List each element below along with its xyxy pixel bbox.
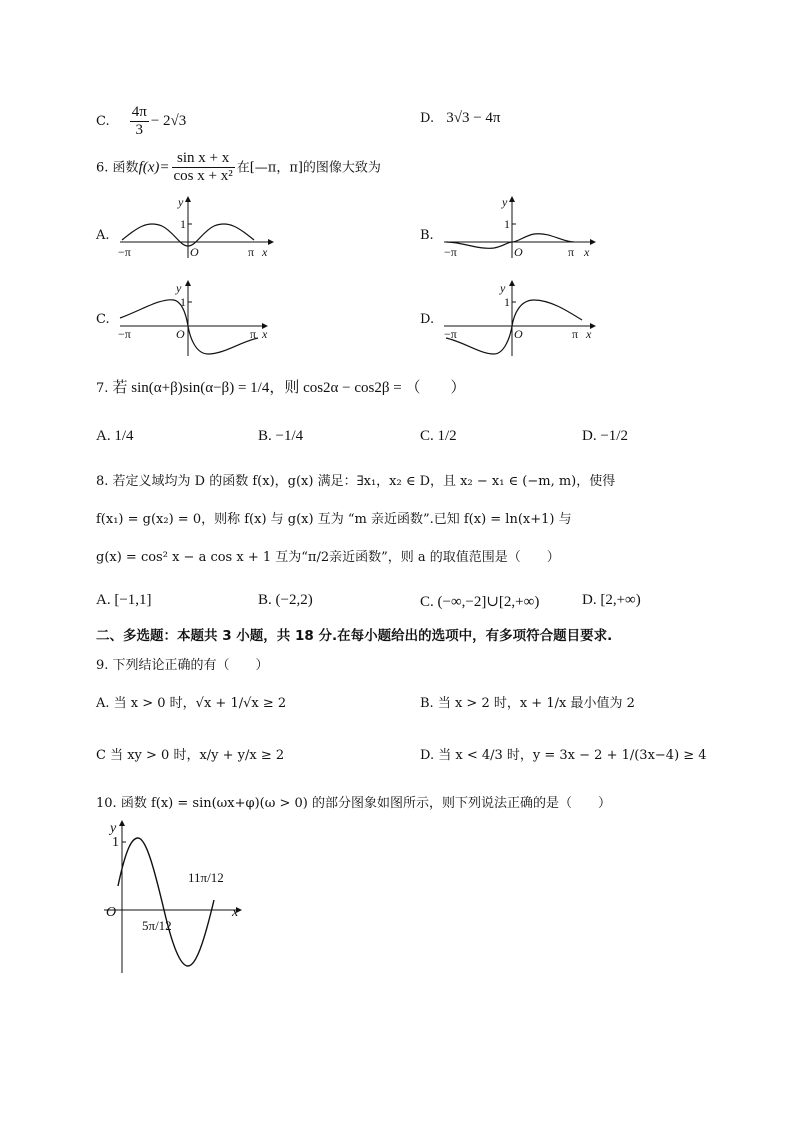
x-axis-label: x [262, 327, 268, 341]
question-number: 7. [96, 381, 109, 396]
option-value: −1/2 [600, 428, 628, 444]
q5-option-c [96, 104, 186, 140]
option-value: 1/2 [437, 428, 457, 444]
q6-stem-prefix: 函数 [112, 160, 139, 176]
q7-option-a [96, 428, 134, 445]
option-label: C. [420, 594, 434, 610]
q10-stem [96, 792, 611, 811]
q6-func: f(x)= [138, 159, 170, 176]
q6-graph-b [438, 196, 598, 262]
q8-line2 [96, 508, 572, 527]
q6-option-b-label: B. [420, 228, 434, 243]
q9-option-d: D. 当 x < 4/3 时，y = 3x − 2 + 1/(3x−4) ≥ 4 [420, 748, 707, 763]
q8-option-b [258, 592, 313, 609]
tick-neg-pi: −π [118, 245, 131, 259]
tick-pi: π [568, 245, 575, 259]
q6-graph-a [112, 196, 272, 262]
q8-line3-frac: π/2 [307, 550, 330, 565]
option-label: B. [258, 592, 272, 608]
option-value: −1/4 [275, 428, 304, 444]
origin-label: O [106, 905, 117, 920]
q9-option-c: C 当 xy > 0 时，x/y + y/x ≥ 2 [96, 748, 285, 763]
tick-11pi-over-12: 11π/12 [188, 870, 224, 885]
q6-stem-suffix: 在[—π，π]的图像大致为 [236, 160, 381, 176]
origin-label: O [190, 245, 199, 259]
q6-option-d-label: D. [420, 312, 435, 327]
tick-pi: π [250, 327, 257, 341]
q8-line1-text: 若定义域均为 D 的函数 f(x)，g(x) 满足：∃x₁，x₂ ∈ D，且 x₂ − x₁ ∈ (−m, m)，使得 [112, 474, 616, 489]
q10-stem-text: 函数 f(x) = sin(ωx+φ)(ω > 0) 的部分图象如图所示，则下列说法正确的是（ ） [120, 796, 611, 811]
q8-line3-suffix: 亲近函数”，则 a 的取值范围是（ ） [329, 550, 560, 565]
x-axis-label: x [584, 245, 590, 259]
question-number: 9. [96, 658, 109, 673]
option-value: [−1,1] [114, 592, 152, 608]
option-label: D. [582, 428, 597, 444]
q8-option-c [420, 592, 539, 611]
tick-pi: π [572, 327, 579, 341]
q8-line2-text: f(x₁) = g(x₂) = 0，则称 f(x) 与 g(x) 互为 “m 亲近函数”.已知 f(x) = ln(x+1) 与 [96, 512, 572, 527]
q6-graph-c [112, 280, 272, 360]
option-label: A. [96, 428, 111, 444]
y-axis-label: y [502, 195, 508, 209]
q7-option-b [258, 428, 303, 445]
q8-line3 [96, 546, 560, 565]
q6-denominator: cos x + x² [173, 168, 233, 185]
tick-neg-pi: −π [444, 245, 457, 259]
q8-line3-prefix: g(x) = cos² x − a cos x + 1 互为“ [96, 550, 308, 565]
q6-option-c-label: C. [96, 312, 110, 327]
question-number: 8. [96, 474, 109, 489]
q6-fraction [172, 150, 235, 186]
q7-option-c [420, 428, 457, 445]
q5-option-c-expr: $\frac{4\pi}{3}$ − 2√3 [131, 104, 187, 139]
option-value: (−∞,−2]∪[2,+∞) [437, 594, 540, 610]
y-axis-label: y [176, 281, 182, 295]
option-label: C. [96, 114, 110, 130]
tick-one: 1 [504, 217, 510, 231]
tick-neg-pi: −π [118, 327, 131, 341]
q7-option-d [582, 428, 628, 445]
q8-option-d [582, 592, 641, 609]
section-heading: 二、多选题：本题共 3 小题，共 18 分.在每小题给出的选项中，有多项符合题目要求. [96, 628, 613, 644]
question-number: 10. [96, 796, 117, 811]
option-value: [2,+∞) [600, 592, 641, 608]
q9-option-b: B. 当 x > 2 时，x + 1/x 最小值为 2 [420, 696, 635, 711]
q5-option-d [420, 110, 501, 127]
origin-label: O [176, 327, 185, 341]
tick-pi: π [248, 245, 255, 259]
q7-stem-text: 若 sin(α+β)sin(α−β) = 1/4，则 cos2α − cos2β = （ ） [112, 380, 466, 396]
y-axis-label: y [178, 195, 184, 209]
origin-label: O [514, 327, 523, 341]
tick-5pi-over-12: 5π/12 [142, 918, 172, 933]
x-axis-label: x [262, 245, 268, 259]
origin-label: O [514, 245, 523, 259]
tick-one: 1 [112, 835, 119, 850]
option-value: (−2,2) [275, 592, 313, 608]
y-axis-label: y [500, 281, 506, 295]
tick-one: 1 [180, 217, 186, 231]
option-label: D. [420, 111, 435, 126]
x-axis-label: x [232, 905, 239, 920]
q8-line1 [96, 470, 706, 489]
option-label: C. [420, 428, 434, 444]
q5-option-d-expr: 3√3 − 4π [446, 110, 501, 126]
q9-stem [96, 654, 269, 673]
x-axis-label: x [586, 327, 592, 341]
option-label: B. [258, 428, 272, 444]
tick-one: 1 [504, 295, 510, 309]
q8-option-a [96, 592, 152, 609]
y-axis-label: y [110, 821, 117, 836]
option-value: 1/4 [114, 428, 134, 444]
question-number: 6. [96, 160, 109, 176]
q6-option-a-label: A. [96, 228, 110, 243]
q6-stem [96, 150, 381, 186]
option-label: D. [582, 592, 597, 608]
option-label: A. [96, 592, 111, 608]
q6-graph-d [438, 280, 598, 360]
q7-stem [96, 376, 465, 397]
q6-numerator: sin x + x [172, 150, 235, 168]
tick-neg-pi: −π [444, 327, 457, 341]
q10-graph [100, 818, 250, 978]
q9-stem-text: 下列结论正确的有（ ） [112, 658, 269, 673]
tick-one: 1 [180, 295, 186, 309]
q9-option-a: A. 当 x > 0 时，√x + 1/√x ≥ 2 [96, 696, 287, 711]
